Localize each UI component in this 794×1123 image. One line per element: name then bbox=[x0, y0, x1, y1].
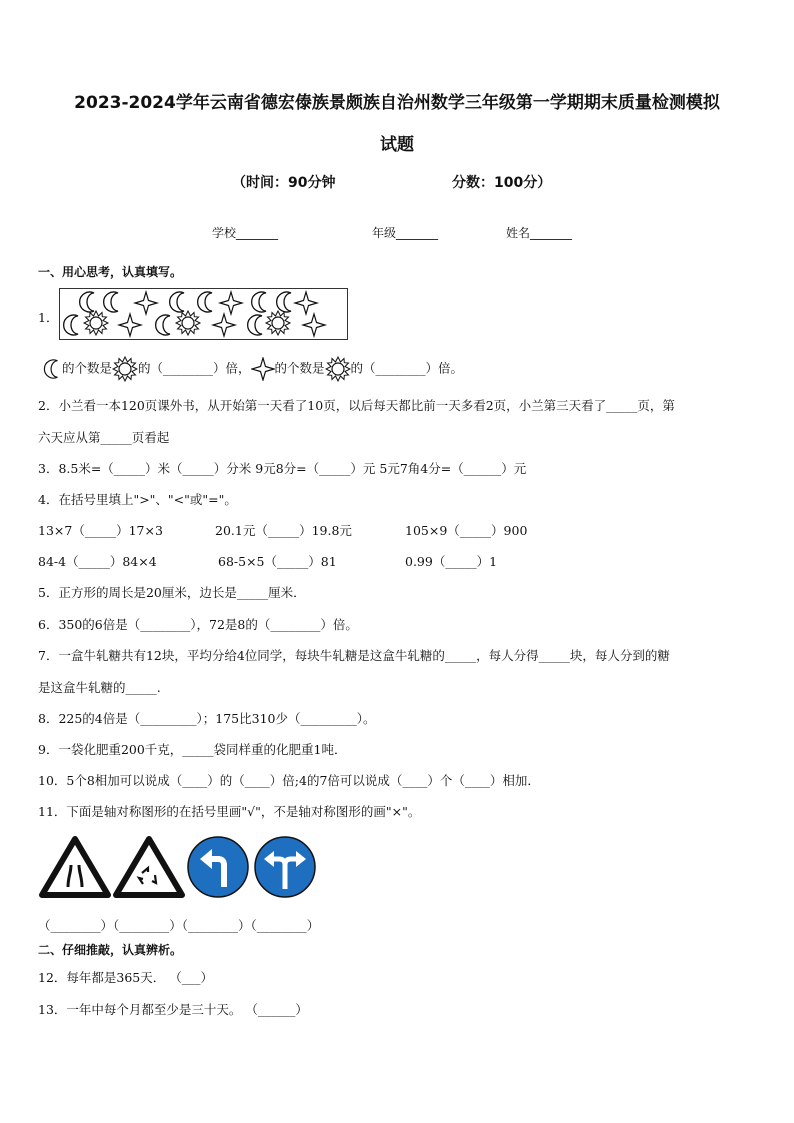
question-9: 9．一袋化肥重200千克，_____袋同样重的化肥重1吨． bbox=[38, 742, 347, 757]
sun-icon bbox=[325, 356, 351, 382]
shape-pattern-box bbox=[59, 288, 348, 340]
question-13: 13．一年中每个月都至少是三十天。 （______） bbox=[38, 1002, 308, 1017]
question-3: 3．8.5米=（_____）米（_____）分米 9元8分=（_____）元 5元7角4分=（______）元 bbox=[38, 461, 527, 476]
star-icon bbox=[213, 314, 235, 336]
section-1-heading: 一、用心思考，认真填写。 bbox=[38, 265, 183, 279]
q4-item: 13×7（_____）17×3 bbox=[38, 523, 163, 538]
turn-left-sign bbox=[186, 835, 250, 899]
q4-item: 0.99（_____）1 bbox=[405, 554, 498, 569]
question-5: 5．正方形的周长是20厘米，边长是_____厘米． bbox=[38, 585, 306, 600]
sun-icon bbox=[176, 311, 200, 335]
question-7-line-2: 是这盒牛轧糖的_____. bbox=[38, 680, 161, 695]
question-1-number: 1． bbox=[38, 310, 59, 325]
score-info: 分数：100分） bbox=[452, 175, 552, 191]
sun-icon bbox=[84, 311, 108, 335]
question-7-line-1: 7．一盒牛轧糖共有12块，平均分给4位同学，每块牛轧糖是这盒牛轧糖的_____，每人分得_____块，每人分到的糖 bbox=[38, 648, 670, 663]
moon-icon bbox=[156, 315, 170, 335]
star-icon bbox=[303, 314, 325, 336]
question-2-line-2: 六天应从第_____页看起 bbox=[38, 430, 170, 445]
name-field[interactable]: 姓名_______ bbox=[506, 226, 573, 240]
question-6: 6．350的6倍是（________），72是8的（________）倍。 bbox=[38, 617, 358, 632]
title-line-1: 2023-2024学年云南省德宏傣族景颇族自治州数学三年级第一学期期末质量检测模拟 bbox=[74, 93, 720, 113]
star-icon bbox=[251, 357, 275, 381]
question-1-text bbox=[42, 356, 463, 382]
left-right-sign bbox=[253, 835, 317, 899]
moon-icon bbox=[64, 315, 78, 335]
moon-icon bbox=[248, 315, 262, 335]
narrow-road-sign bbox=[38, 835, 112, 899]
q4-item: 105×9（_____）900 bbox=[405, 523, 528, 538]
shape-pattern bbox=[60, 289, 347, 339]
star-icon bbox=[119, 314, 141, 336]
question-4-stem: 4．在括号里填上">"、"<"或"="。 bbox=[38, 492, 237, 507]
question-10: 10．5个8相加可以说成（____）的（____）倍;4的7倍可以说成（____）个（____）相加． bbox=[38, 773, 540, 788]
sun-icon bbox=[266, 311, 290, 335]
question-8: 8．225的4倍是（_________）；175比310少（_________）。 bbox=[38, 711, 376, 726]
title-line-2: 试题 bbox=[380, 135, 414, 155]
q1-part-3: 的个数是 bbox=[274, 360, 325, 376]
question-11-blanks[interactable]: （________）（________）（________）（________） bbox=[38, 918, 320, 933]
moon-icon bbox=[252, 292, 291, 312]
q1-part-2: 的（________）倍， bbox=[138, 360, 251, 376]
question-2-line-1: 2．小兰看一本120页课外书，从开始第一天看了10页，以后每天都比前一天多看2页，小兰第三天看了_____页，第 bbox=[38, 398, 675, 413]
star-icon bbox=[220, 292, 242, 314]
q1-part-1: 的个数是 bbox=[62, 360, 113, 376]
sun-icon bbox=[112, 356, 138, 382]
grade-field[interactable]: 年级_______ bbox=[372, 226, 439, 240]
question-12: 12．每年都是365天． （___） bbox=[38, 970, 213, 985]
q4-item: 84-4（_____）84×4 bbox=[38, 554, 157, 569]
moon-icon bbox=[170, 292, 212, 312]
star-icon bbox=[135, 292, 157, 314]
moon-icon bbox=[80, 292, 118, 312]
time-info: （时间：90分钟 bbox=[232, 175, 336, 191]
star-icon bbox=[295, 292, 317, 314]
section-2-heading: 二、仔细推敲，认真辨析。 bbox=[38, 943, 183, 957]
moon-icon bbox=[42, 358, 62, 380]
q1-part-4: 的（________）倍。 bbox=[350, 360, 464, 376]
school-field[interactable]: 学校_______ bbox=[212, 226, 279, 240]
q4-item: 20.1元（_____）19.8元 bbox=[215, 523, 352, 538]
roundabout-sign bbox=[112, 835, 186, 899]
q4-item: 68-5×5（_____）81 bbox=[218, 554, 337, 569]
question-11-stem: 11．下面是轴对称图形的在括号里画"√"，不是轴对称图形的画"×"。 bbox=[38, 804, 421, 819]
